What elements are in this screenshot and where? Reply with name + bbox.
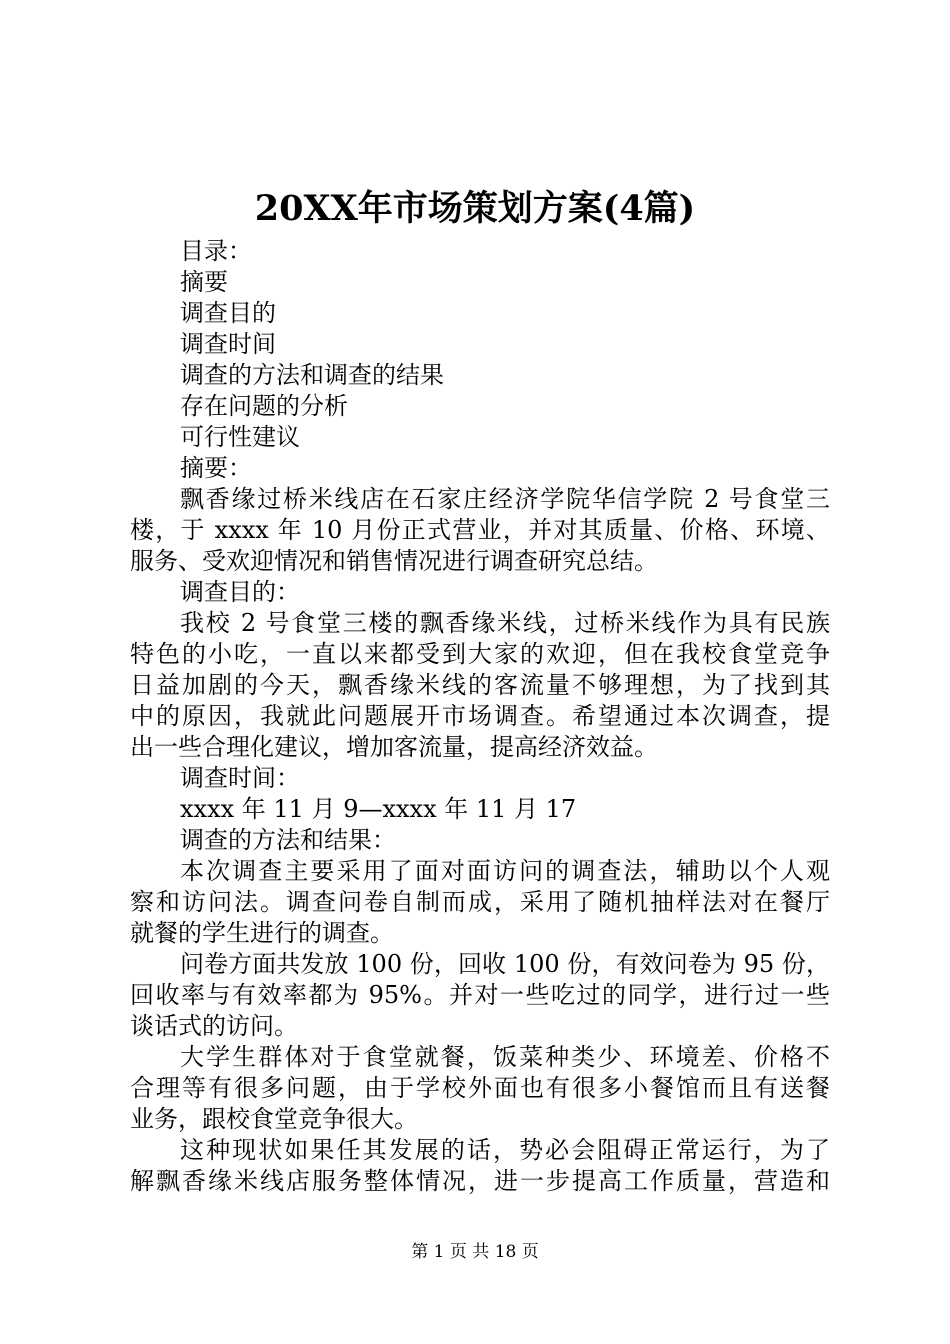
text-line: 目录： — [180, 237, 252, 265]
text-line: 摘要： — [180, 454, 252, 482]
text-line: 察和访问法。调查问卷自制而成，采用了随机抽样法对在餐厅 — [130, 888, 830, 916]
text-line: 这种现状如果任其发展的话，势必会阻碍正常运行，为了 — [180, 1136, 830, 1164]
text-line: 出一些合理化建议，增加客流量，提高经济效益。 — [130, 733, 658, 761]
text-line: 楼，于 xxxx 年 10 月份正式营业，并对其质量、价格、环境、 — [130, 516, 830, 544]
text-line: 可行性建议 — [180, 423, 300, 451]
text-line: 调查目的 — [180, 299, 276, 327]
page-footer: 第 1 页 共 18 页 — [411, 1242, 539, 1262]
text-line: 飘香缘过桥米线店在石家庄经济学院华信学院 2 号食堂三 — [180, 485, 830, 513]
text-line: 调查时间： — [180, 764, 300, 792]
text-line: 调查目的： — [180, 578, 300, 606]
text-line: 我校 2 号食堂三楼的飘香缘米线，过桥米线作为具有民族 — [180, 609, 830, 637]
text-line: 回收率与有效率都为 95%。并对一些吃过的同学，进行过一些 — [130, 981, 830, 1009]
text-line: 存在问题的分析 — [180, 392, 348, 420]
text-line: 业务，跟校食堂竞争很大。 — [130, 1105, 418, 1133]
document-title: 20XX年市场策划方案(4篇) — [254, 188, 696, 229]
text-line: 解飘香缘米线店服务整体情况，进一步提高工作质量，营造和 — [130, 1167, 830, 1195]
text-line: 合理等有很多问题，由于学校外面也有很多小餐馆而且有送餐 — [130, 1074, 830, 1102]
document-body — [130, 236, 830, 1197]
text-line: 特色的小吃，一直以来都受到大家的欢迎，但在我校食堂竞争 — [130, 640, 830, 668]
text-line: 问卷方面共发放 100 份，回收 100 份，有效问卷为 95 份， — [180, 950, 830, 978]
text-line: xxxx 年 11 月 9—xxxx 年 11 月 17 — [180, 795, 577, 823]
text-line: 调查的方法和调查的结果 — [180, 361, 444, 389]
text-line: 中的原因，我就此问题展开市场调查。希望通过本次调查，提 — [130, 702, 830, 730]
text-line: 本次调查主要采用了面对面访问的调查法，辅助以个人观 — [180, 857, 830, 885]
text-line: 大学生群体对于食堂就餐，饭菜种类少、环境差、价格不 — [180, 1043, 830, 1071]
text-line: 调查时间 — [180, 330, 276, 358]
text-line: 调查的方法和结果： — [180, 826, 396, 854]
text-line: 谈话式的访问。 — [130, 1012, 298, 1040]
text-line: 摘要 — [180, 268, 228, 296]
text-line: 就餐的学生进行的调查。 — [130, 919, 394, 947]
text-line: 服务、受欢迎情况和销售情况进行调查研究总结。 — [130, 547, 658, 575]
text-line: 日益加剧的今天，飘香缘米线的客流量不够理想，为了找到其 — [130, 671, 830, 699]
